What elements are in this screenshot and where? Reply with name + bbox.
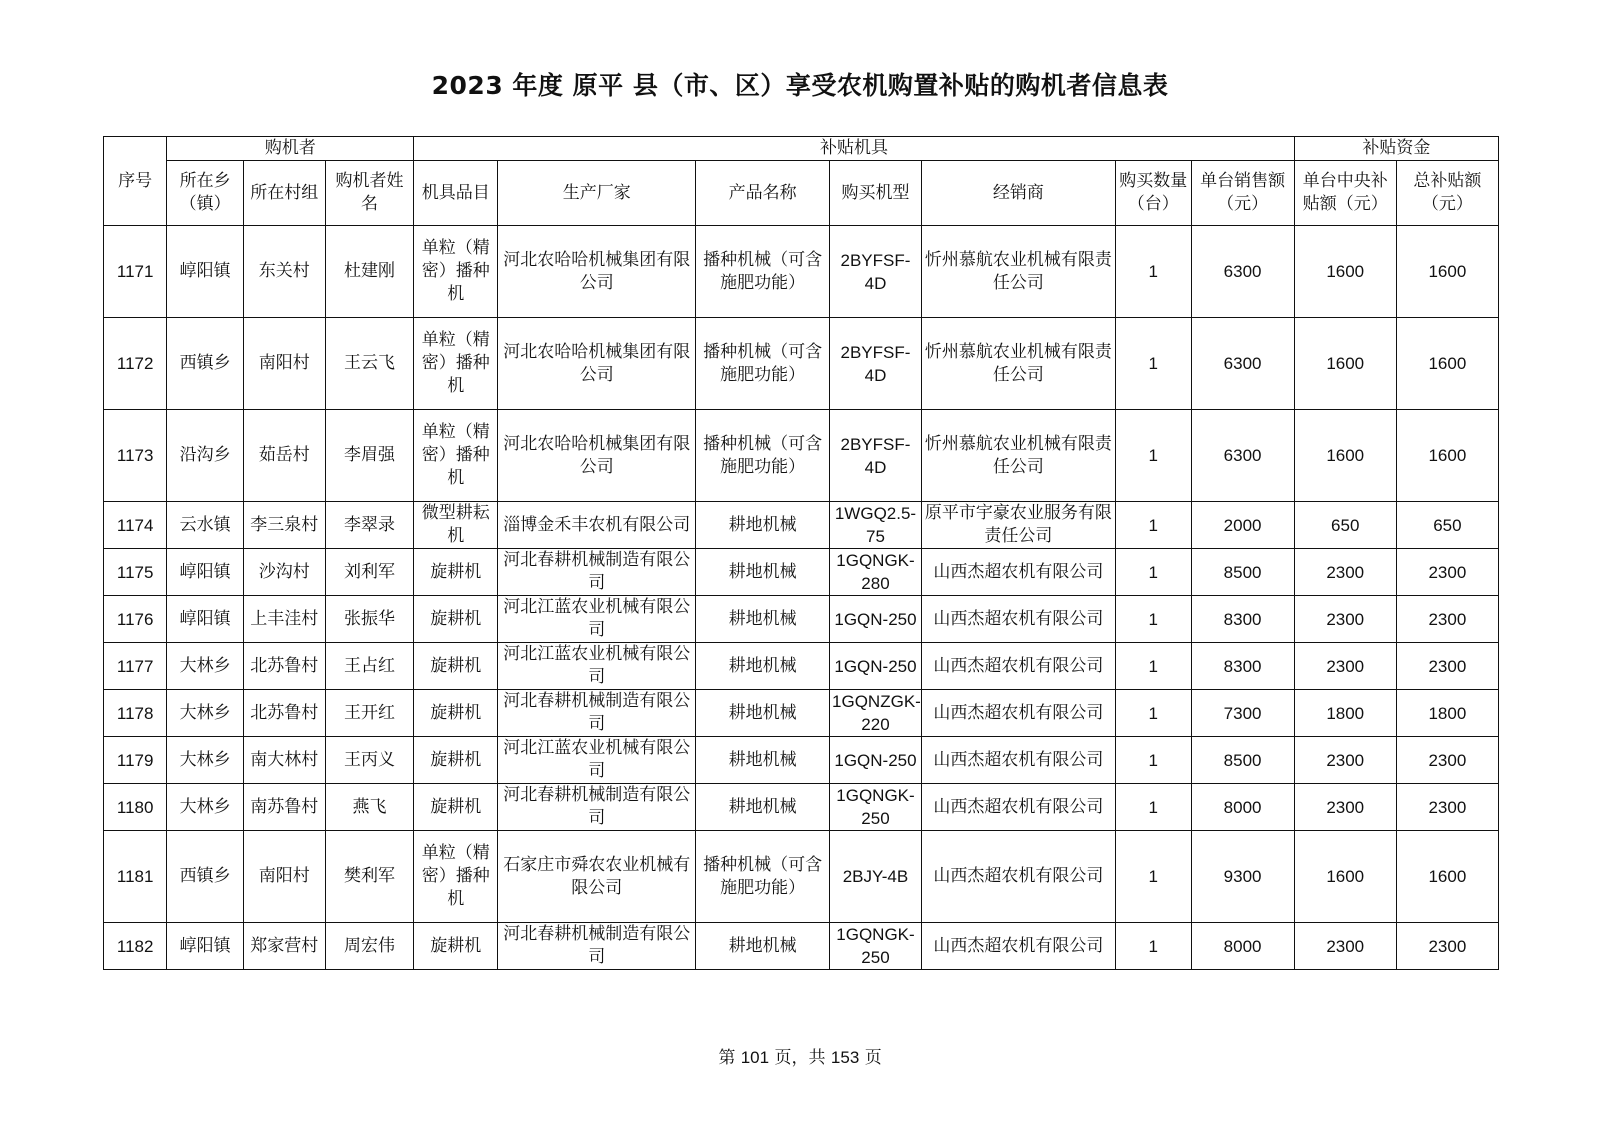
- cell-qty: 1: [1115, 502, 1191, 549]
- cell-buyer-name: 王云飞: [325, 318, 414, 410]
- cell-product: 耕地机械: [696, 643, 830, 690]
- cell-buyer-name: 杜建刚: [325, 226, 414, 318]
- cell-category: 旋耕机: [414, 596, 498, 643]
- cell-dealer: 山西杰超农机有限公司: [921, 549, 1115, 596]
- cell-qty: 1: [1115, 690, 1191, 737]
- header-category: 机具品目: [414, 161, 498, 226]
- cell-township: 大林乡: [167, 784, 244, 831]
- cell-manufacturer: 河北江蓝农业机械有限公司: [498, 737, 696, 784]
- header-seq: 序号: [104, 137, 167, 226]
- cell-price: 6300: [1191, 226, 1294, 318]
- header-name: 购机者姓名: [325, 161, 414, 226]
- cell-township: 西镇乡: [167, 318, 244, 410]
- cell-product: 播种机械（可含施肥功能）: [696, 410, 830, 502]
- cell-category: 单粒（精密）播种机: [414, 318, 498, 410]
- cell-seq: 1171: [104, 226, 167, 318]
- cell-village: 郑家营村: [243, 923, 325, 970]
- cell-township: 沿沟乡: [167, 410, 244, 502]
- cell-price: 8300: [1191, 596, 1294, 643]
- cell-village: 南大林村: [243, 737, 325, 784]
- cell-qty: 1: [1115, 643, 1191, 690]
- cell-township: 崞阳镇: [167, 923, 244, 970]
- header-machine-group: 补贴机具: [414, 137, 1294, 161]
- cell-model: 2BYFSF-4D: [830, 318, 922, 410]
- cell-central-subsidy: 2300: [1294, 596, 1396, 643]
- cell-manufacturer: 河北农哈哈机械集团有限公司: [498, 318, 696, 410]
- cell-category: 微型耕耘机: [414, 502, 498, 549]
- cell-price: 9300: [1191, 831, 1294, 923]
- cell-buyer-name: 李翠录: [325, 502, 414, 549]
- cell-manufacturer: 河北农哈哈机械集团有限公司: [498, 226, 696, 318]
- cell-dealer: 山西杰超农机有限公司: [921, 784, 1115, 831]
- page-footer: [0, 1043, 1600, 1068]
- footer-total-pages: 153: [830, 1048, 860, 1067]
- cell-central-subsidy: 2300: [1294, 549, 1396, 596]
- cell-total-subsidy: 1600: [1396, 831, 1498, 923]
- cell-total-subsidy: 2300: [1396, 596, 1498, 643]
- cell-manufacturer: 河北春耕机械制造有限公司: [498, 923, 696, 970]
- cell-seq: 1177: [104, 643, 167, 690]
- header-qty: 购买数量（台）: [1115, 161, 1191, 226]
- cell-manufacturer: 河北春耕机械制造有限公司: [498, 784, 696, 831]
- cell-model: 1GQNGK-250: [830, 923, 922, 970]
- cell-manufacturer: 河北农哈哈机械集团有限公司: [498, 410, 696, 502]
- cell-category: 单粒（精密）播种机: [414, 226, 498, 318]
- table-row: [104, 923, 1499, 970]
- cell-price: 6300: [1191, 410, 1294, 502]
- header-village: 所在村组: [243, 161, 325, 226]
- cell-category: 单粒（精密）播种机: [414, 410, 498, 502]
- table-row: [104, 549, 1499, 596]
- cell-buyer-name: 王丙义: [325, 737, 414, 784]
- table-row: [104, 502, 1499, 549]
- cell-central-subsidy: 1800: [1294, 690, 1396, 737]
- cell-product: 播种机械（可含施肥功能）: [696, 831, 830, 923]
- cell-qty: 1: [1115, 923, 1191, 970]
- cell-total-subsidy: 1600: [1396, 410, 1498, 502]
- cell-price: 8500: [1191, 549, 1294, 596]
- cell-manufacturer: 石家庄市舜农农业机械有限公司: [498, 831, 696, 923]
- cell-township: 云水镇: [167, 502, 244, 549]
- cell-central-subsidy: 2300: [1294, 643, 1396, 690]
- cell-buyer-name: 李眉强: [325, 410, 414, 502]
- cell-seq: 1178: [104, 690, 167, 737]
- cell-qty: 1: [1115, 318, 1191, 410]
- cell-total-subsidy: 2300: [1396, 549, 1498, 596]
- cell-model: 1GQN-250: [830, 596, 922, 643]
- cell-dealer: 忻州慕航农业机械有限责任公司: [921, 410, 1115, 502]
- cell-price: 8000: [1191, 784, 1294, 831]
- cell-village: 北苏鲁村: [243, 690, 325, 737]
- cell-product: 耕地机械: [696, 502, 830, 549]
- cell-manufacturer: 河北江蓝农业机械有限公司: [498, 643, 696, 690]
- cell-township: 大林乡: [167, 643, 244, 690]
- cell-price: 6300: [1191, 318, 1294, 410]
- header-township: 所在乡（镇）: [167, 161, 244, 226]
- header-total: 总补贴额（元）: [1396, 161, 1498, 226]
- cell-seq: 1176: [104, 596, 167, 643]
- cell-price: 2000: [1191, 502, 1294, 549]
- cell-village: 茹岳村: [243, 410, 325, 502]
- cell-seq: 1180: [104, 784, 167, 831]
- cell-product: 耕地机械: [696, 690, 830, 737]
- cell-total-subsidy: 1600: [1396, 318, 1498, 410]
- table-row: [104, 784, 1499, 831]
- cell-price: 8500: [1191, 737, 1294, 784]
- cell-manufacturer: 河北春耕机械制造有限公司: [498, 549, 696, 596]
- page-title: 2023 年度 原平 县（市、区）享受农机购置补贴的购机者信息表: [431, 71, 1169, 100]
- table-row: [104, 831, 1499, 923]
- cell-model: 2BJY-4B: [830, 831, 922, 923]
- cell-central-subsidy: 1600: [1294, 318, 1396, 410]
- header-price: 单台销售额（元）: [1191, 161, 1294, 226]
- header-funds-group: 补贴资金: [1294, 137, 1498, 161]
- cell-village: 南阳村: [243, 318, 325, 410]
- cell-buyer-name: 王开红: [325, 690, 414, 737]
- cell-seq: 1179: [104, 737, 167, 784]
- cell-model: 1WGQ2.5-75: [830, 502, 922, 549]
- cell-dealer: 山西杰超农机有限公司: [921, 737, 1115, 784]
- cell-total-subsidy: 2300: [1396, 923, 1498, 970]
- cell-township: 大林乡: [167, 690, 244, 737]
- cell-seq: 1175: [104, 549, 167, 596]
- cell-dealer: 原平市宇豪农业服务有限责任公司: [921, 502, 1115, 549]
- header-manufacturer: 生产厂家: [498, 161, 696, 226]
- cell-village: 南苏鲁村: [243, 784, 325, 831]
- cell-central-subsidy: 2300: [1294, 784, 1396, 831]
- cell-village: 沙沟村: [243, 549, 325, 596]
- cell-buyer-name: 王占红: [325, 643, 414, 690]
- cell-central-subsidy: 1600: [1294, 226, 1396, 318]
- cell-manufacturer: 河北江蓝农业机械有限公司: [498, 596, 696, 643]
- cell-qty: 1: [1115, 596, 1191, 643]
- cell-central-subsidy: 2300: [1294, 737, 1396, 784]
- header-buyer-group: 购机者: [167, 137, 414, 161]
- cell-category: 旋耕机: [414, 784, 498, 831]
- table-row: [104, 410, 1499, 502]
- cell-dealer: 山西杰超农机有限公司: [921, 643, 1115, 690]
- cell-qty: 1: [1115, 226, 1191, 318]
- cell-seq: 1172: [104, 318, 167, 410]
- cell-manufacturer: 河北春耕机械制造有限公司: [498, 690, 696, 737]
- cell-category: 单粒（精密）播种机: [414, 831, 498, 923]
- cell-total-subsidy: 2300: [1396, 784, 1498, 831]
- cell-dealer: 忻州慕航农业机械有限责任公司: [921, 226, 1115, 318]
- cell-village: 北苏鲁村: [243, 643, 325, 690]
- cell-seq: 1182: [104, 923, 167, 970]
- cell-qty: 1: [1115, 831, 1191, 923]
- cell-product: 耕地机械: [696, 596, 830, 643]
- subsidy-table: [103, 136, 1499, 970]
- cell-buyer-name: 刘利军: [325, 549, 414, 596]
- cell-category: 旋耕机: [414, 737, 498, 784]
- table-row: [104, 318, 1499, 410]
- cell-village: 南阳村: [243, 831, 325, 923]
- table-row: [104, 737, 1499, 784]
- cell-seq: 1173: [104, 410, 167, 502]
- cell-model: 1GQN-250: [830, 737, 922, 784]
- cell-township: 崞阳镇: [167, 549, 244, 596]
- cell-model: 1GQNGK-280: [830, 549, 922, 596]
- footer-suffix: 页: [864, 1048, 882, 1068]
- cell-seq: 1181: [104, 831, 167, 923]
- cell-total-subsidy: 2300: [1396, 737, 1498, 784]
- cell-product: 播种机械（可含施肥功能）: [696, 226, 830, 318]
- cell-model: 1GQNGK-250: [830, 784, 922, 831]
- cell-category: 旋耕机: [414, 549, 498, 596]
- cell-dealer: 山西杰超农机有限公司: [921, 923, 1115, 970]
- header-model: 购买机型: [830, 161, 922, 226]
- cell-product: 耕地机械: [696, 549, 830, 596]
- cell-category: 旋耕机: [414, 690, 498, 737]
- cell-central-subsidy: 2300: [1294, 923, 1396, 970]
- cell-qty: 1: [1115, 737, 1191, 784]
- cell-product: 耕地机械: [696, 784, 830, 831]
- cell-qty: 1: [1115, 410, 1191, 502]
- cell-buyer-name: 张振华: [325, 596, 414, 643]
- cell-buyer-name: 周宏伟: [325, 923, 414, 970]
- cell-category: 旋耕机: [414, 643, 498, 690]
- cell-central-subsidy: 1600: [1294, 831, 1396, 923]
- cell-seq: 1174: [104, 502, 167, 549]
- cell-buyer-name: 樊利军: [325, 831, 414, 923]
- cell-model: 1GQN-250: [830, 643, 922, 690]
- cell-product: 耕地机械: [696, 737, 830, 784]
- cell-price: 8000: [1191, 923, 1294, 970]
- footer-prefix: 第: [718, 1048, 736, 1068]
- cell-village: 东关村: [243, 226, 325, 318]
- cell-central-subsidy: 650: [1294, 502, 1396, 549]
- footer-middle: 页，共: [774, 1048, 826, 1068]
- cell-township: 大林乡: [167, 737, 244, 784]
- cell-qty: 1: [1115, 784, 1191, 831]
- cell-total-subsidy: 1800: [1396, 690, 1498, 737]
- header-dealer: 经销商: [921, 161, 1115, 226]
- cell-product: 耕地机械: [696, 923, 830, 970]
- cell-central-subsidy: 1600: [1294, 410, 1396, 502]
- cell-dealer: 山西杰超农机有限公司: [921, 831, 1115, 923]
- cell-model: 2BYFSF-4D: [830, 410, 922, 502]
- table-row: [104, 596, 1499, 643]
- table-row: [104, 226, 1499, 318]
- cell-manufacturer: 淄博金禾丰农机有限公司: [498, 502, 696, 549]
- cell-village: 上丰洼村: [243, 596, 325, 643]
- cell-dealer: 山西杰超农机有限公司: [921, 596, 1115, 643]
- cell-dealer: 忻州慕航农业机械有限责任公司: [921, 318, 1115, 410]
- header-product: 产品名称: [696, 161, 830, 226]
- cell-dealer: 山西杰超农机有限公司: [921, 690, 1115, 737]
- cell-total-subsidy: 1600: [1396, 226, 1498, 318]
- cell-product: 播种机械（可含施肥功能）: [696, 318, 830, 410]
- cell-buyer-name: 燕飞: [325, 784, 414, 831]
- cell-model: 1GQNZGK-220: [830, 690, 922, 737]
- cell-category: 旋耕机: [414, 923, 498, 970]
- cell-total-subsidy: 650: [1396, 502, 1498, 549]
- table-row: [104, 690, 1499, 737]
- cell-township: 崞阳镇: [167, 596, 244, 643]
- header-central: 单台中央补贴额（元）: [1294, 161, 1396, 226]
- cell-total-subsidy: 2300: [1396, 643, 1498, 690]
- cell-qty: 1: [1115, 549, 1191, 596]
- footer-page-number: 101: [740, 1048, 770, 1067]
- cell-township: 西镇乡: [167, 831, 244, 923]
- cell-village: 李三泉村: [243, 502, 325, 549]
- cell-township: 崞阳镇: [167, 226, 244, 318]
- cell-price: 8300: [1191, 643, 1294, 690]
- table-row: [104, 643, 1499, 690]
- cell-price: 7300: [1191, 690, 1294, 737]
- cell-model: 2BYFSF-4D: [830, 226, 922, 318]
